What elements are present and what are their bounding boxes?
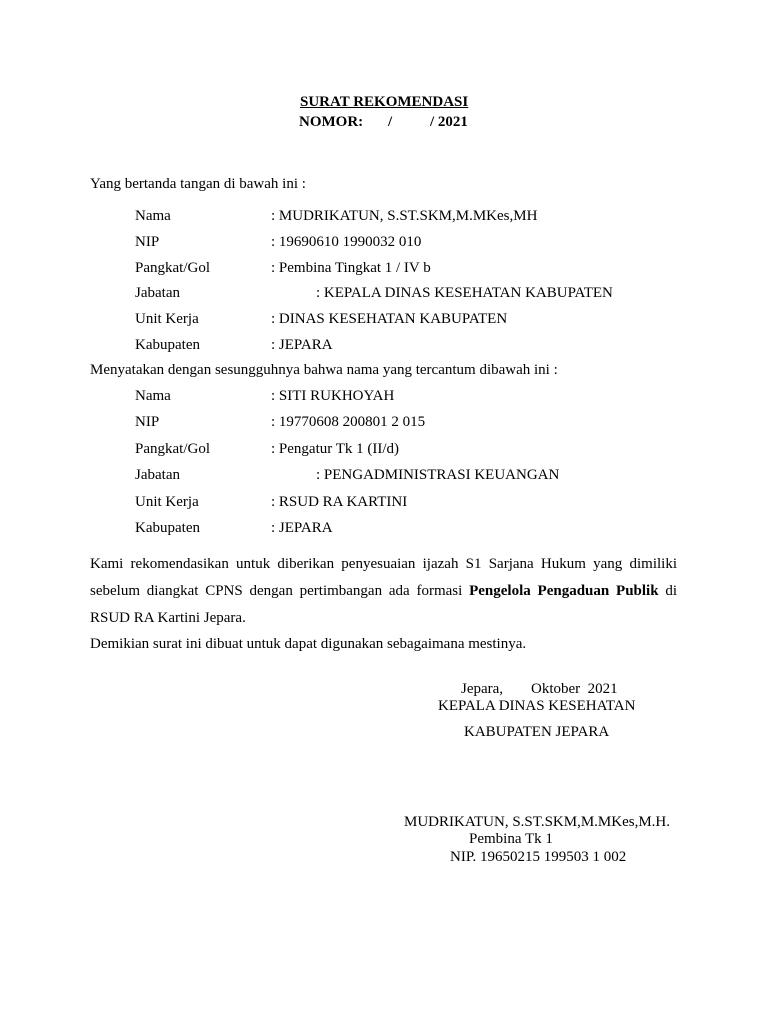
subject-rank-value: : Pengatur Tk 1 (II/d) (271, 441, 400, 457)
closing-text: Demikian surat ini dibuat untuk dapat digunakan sebagaimana mestinya. (90, 636, 527, 652)
signer-nip-value: : 19690610 1990032 010 (271, 234, 422, 250)
subject-regency-value: : JEPARA (271, 520, 333, 536)
letter-number-separator: / (388, 114, 393, 130)
signature-position-line-1: KEPALA DINAS KESEHATAN (438, 698, 636, 714)
signer-rank-label: Pangkat/Gol (135, 260, 210, 276)
statement-text: Menyatakan dengan sesungguhnya bahwa nama yang tercantum dibawah ini : (90, 362, 558, 378)
signature-position-line-2: KABUPATEN JEPARA (464, 724, 610, 740)
subject-unit-value: : RSUD RA KARTINI (271, 494, 408, 510)
recommendation-line-3: RSUD RA Kartini Jepara. (90, 610, 246, 626)
recommendation-line-1: Kami rekomendasikan untuk diberikan penyesuaian ijazah S1 Sarjana Hukum yang dimiliki (90, 556, 677, 572)
subject-unit-label: Unit Kerja (135, 494, 199, 510)
signer-rank-value: : Pembina Tingkat 1 / IV b (271, 260, 431, 276)
signer-unit-value: : DINAS KESEHATAN KABUPATEN (271, 311, 508, 327)
signer-unit-label: Unit Kerja (135, 311, 199, 327)
subject-regency-label: Kabupaten (135, 520, 200, 536)
signer-name-label: Nama (135, 208, 171, 224)
signature-rank: Pembina Tk 1 (469, 831, 553, 847)
recommendation-line-2-end: di (665, 583, 678, 599)
signature-date: Oktober 2021 (531, 681, 618, 697)
signer-regency-label: Kabupaten (135, 337, 200, 353)
formation-name: Pengelola Pengaduan Publik (469, 583, 659, 599)
signer-position-label: Jabatan (135, 285, 180, 301)
intro-text: Yang bertanda tangan di bawah ini : (90, 176, 306, 192)
signature-place: Jepara, (461, 681, 504, 697)
signer-position-value: : KEPALA DINAS KESEHATAN KABUPATEN (316, 285, 613, 301)
letter-number-year: / 2021 (430, 114, 468, 130)
signature-name: MUDRIKATUN, S.ST.SKM,M.MKes,M.H. (404, 814, 671, 830)
letter-number-label: NOMOR: (299, 114, 364, 130)
subject-nip-value: : 19770608 200801 2 015 (271, 414, 426, 430)
subject-name-value: : SITI RUKHOYAH (271, 388, 395, 404)
subject-position-label: Jabatan (135, 467, 180, 483)
signer-name-value: : MUDRIKATUN, S.ST.SKM,M.MKes,MH (271, 208, 538, 224)
letter-title: SURAT REKOMENDASI (300, 94, 469, 110)
signature-nip: NIP. 19650215 199503 1 002 (450, 849, 627, 865)
subject-rank-label: Pangkat/Gol (135, 441, 210, 457)
recommendation-line-2-text: sebelum diangkat CPNS dengan pertimbangan ada formasi (90, 583, 463, 599)
recommendation-line-2 (90, 583, 677, 600)
signer-regency-value: : JEPARA (271, 337, 333, 353)
subject-name-label: Nama (135, 388, 171, 404)
signer-nip-label: NIP (135, 234, 160, 250)
subject-nip-label: NIP (135, 414, 160, 430)
subject-position-value: : PENGADMINISTRASI KEUANGAN (316, 467, 560, 483)
